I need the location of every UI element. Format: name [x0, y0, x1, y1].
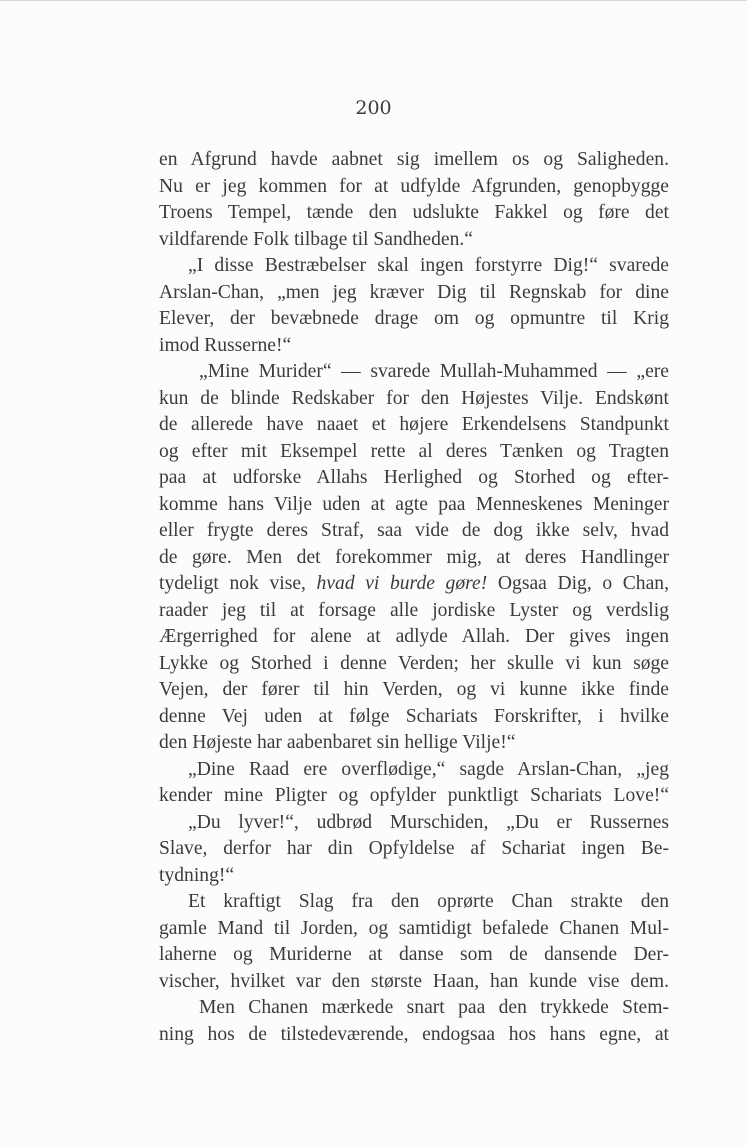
text-line: denne Vej uden at følge Schariats Forskrifter, i hvilke: [159, 705, 669, 727]
text-line: Arslan-Chan, „men jeg kræver Dig til Regnskab for dine: [159, 281, 669, 303]
text-line: eller frygte deres Straf, saa vide de dog ikke selv, hvad: [159, 520, 669, 541]
text-line: den Højeste har aabenbaret sin hellige Vilje!“: [159, 732, 516, 753]
text-line: imod Russerne!“: [159, 334, 292, 356]
text-line: „I disse Bestræbelser skal ingen forstyrre Dig!“ svarede: [188, 255, 669, 276]
text-line: en Afgrund havde aabnet sig imellem os og Saligheden.: [159, 149, 669, 170]
text-segment: Ogsaa Dig, o Chan,: [497, 573, 669, 594]
text-line: Slave, derfor har din Opfyldelse af Schariat ingen Be-: [159, 838, 669, 859]
text-line: ning hos de tilstedeværende, endogsaa hos hans egne, at: [159, 1023, 669, 1045]
text-line: laherne og Muriderne at danse som de dansende Der-: [159, 944, 669, 965]
text-line: Vejen, der fører til hin Verden, og vi kunne ikke finde: [159, 679, 669, 700]
text-line: Ærgerrighed for alene at adlyde Allah. Der gives ingen: [159, 626, 669, 647]
text-line: Et kraftigt Slag fra den oprørte Chan strakte den: [188, 891, 669, 912]
text-line: gamle Mand til Jorden, og samtidigt befalede Chanen Mul-: [159, 917, 669, 939]
text-segment: tydeligt nok vise,: [159, 573, 306, 594]
text-line: „Du lyver!“, udbrød Murschiden, „Du er Russernes: [188, 811, 669, 833]
text-line: kun de blinde Redskaber for den Højestes Vilje. Endskønt: [159, 387, 669, 409]
text-line: Elever, der bevæbnede drage om og opmuntre til Krig: [159, 308, 669, 329]
text-line-mixed: [159, 571, 669, 598]
text-line: „Dine Raad ere overflødige,“ sagde Arslan-Chan, „jeg: [188, 758, 669, 780]
text-line: Lykke og Storhed i denne Verden; her skulle vi kun søge: [159, 652, 669, 674]
body-text: [159, 147, 669, 1048]
text-line: de allerede have naaet et højere Erkendelsens Standpunkt: [159, 414, 669, 435]
page-number: 200: [355, 97, 392, 119]
text-line: paa at udforske Allahs Herlighed og Storhed og efter-: [159, 467, 669, 488]
text-line: Men Chanen mærkede snart paa den trykkede Stem-: [199, 997, 669, 1018]
italic-phrase: hvad vi burde gøre!: [316, 573, 488, 594]
text-line: kender mine Pligter og opfylder punktligt Schariats Love!“: [159, 785, 669, 806]
text-line: og efter mit Eksempel rette al deres Tænken og Tragten: [159, 440, 669, 462]
text-line: Nu er jeg kommen for at udfylde Afgrunden, genopbygge: [159, 175, 669, 197]
text-line: raader jeg til at forsage alle jordiske Lyster og verdslig: [159, 599, 669, 621]
text-line: tydning!“: [159, 864, 235, 886]
text-line: vildfarende Folk tilbage til Sandheden.“: [159, 228, 473, 250]
text-line: Troens Tempel, tænde den udslukte Fakkel og føre det: [159, 202, 669, 223]
text-line: de gøre. Men det forekommer mig, at deres Handlinger: [159, 546, 669, 568]
text-line: „Mine Murider“ — svarede Mullah-Muhammed — „ere: [199, 361, 669, 382]
text-line: komme hans Vilje uden at agte paa Menneskenes Meninger: [159, 493, 669, 515]
text-line: vischer, hvilket var den største Haan, han kunde vise dem.: [159, 970, 669, 992]
